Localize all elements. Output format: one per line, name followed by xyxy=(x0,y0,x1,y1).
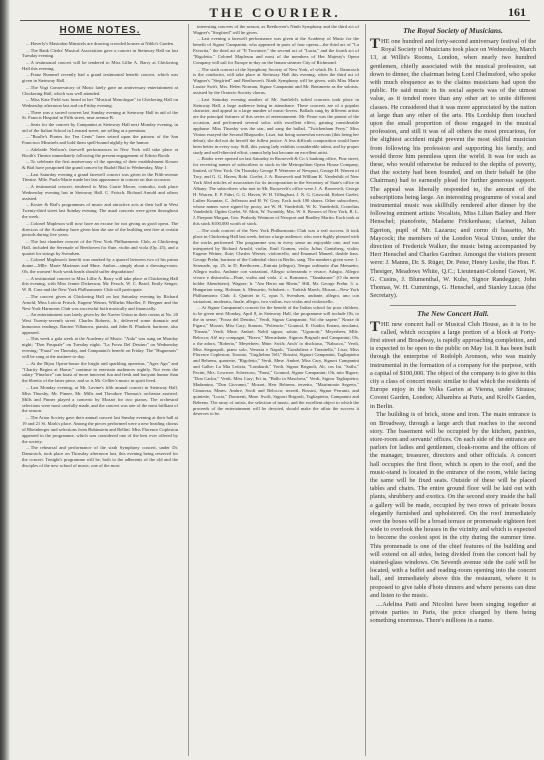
news-item: ....The rehearsal and performance of the sixth Symphony concert, under Dr. Damrosch, took place on Thursday afternoon last, this evening being reserved for the concert. Tonight's programme will be, both to the adherents of the old and the disciples of the new school of music, one of the most xyxy=(22,445,178,468)
news-item: ...."Boulle's Pirates for Ten Cents" have seized upon the patrons of the San Francisco Minstrels and hold them spell-bound nightly by the humor. xyxy=(22,134,178,146)
page-header xyxy=(20,4,530,21)
news-item: ....A testimonial concert will be tendered to Miss Lillie A. Barry at Chickering Hall this evening. xyxy=(22,59,178,71)
news-item: ....To celebrate the first anniversary of the opening of their establishment Kosser & Bial have postponed the grand concert by Rudolf Bial to Wednesday, May 1. xyxy=(22,159,178,171)
article-paragraph xyxy=(370,318,536,411)
news-item: ....There was a sacred concert last Sunday evening at Steinway Hall in aid of the St. Francis Hospital in Fifth street, near avenue B. xyxy=(22,109,178,121)
paragraph-text: HE new concert hall or Musical Club House, as it is to be called, which occupies a large portion of a block at Forty-first street and Broadway, is rapidly approaching completion, and is expected to be open to the public on May 1st. It has been built through the enterprise of Rodolph Aronson, who was mainly instrumental in the formation of a company for the purpose, with a capital of $100,000. The object of the company is to give to this city a class of concert music similar to that which the residents of Europe enjoy in the Volks Garten at Vienna, under Strauss; Covent Garden, London; Alhambra at Paris, and Kroll's Garden, in Berlin. xyxy=(370,320,536,410)
home-notes-heading: HOME NOTES. xyxy=(59,25,141,36)
column-middle xyxy=(188,24,359,756)
news-item: ....The concert given at Chickering Hall on last Saturday evening by Richard Arnold, Miss Leticia Fritsch, Eugene Weiner, Wilhelm Mueller, F. Bergner and the New York Harmonic Club was successful both musically and financially. xyxy=(22,293,178,311)
article-paragraph: ....Adelina Patti and Nicolini have been singing together at private parties in Paris, the price charged by them being something enormous. There's millions in a name. xyxy=(370,600,536,624)
column-home-notes xyxy=(22,24,178,756)
news-item: ....This week a gala week at the Academy of Music. "Aida" was sung on Monday night; "Don Pasquale" on Tuesday night; "La Forza Del Destino" on Wednesday evening; "Faust" on Thursday, and Campanini's benefit on Friday. The "Huguenots" will be sung at the matinee to-day. xyxy=(22,336,178,360)
paragraph-text: HE one hundred and forty-second anniversary festival of the Royal Society of Musicians took place on Wednesday, March 13, at Willis's Rooms, London, when nearly two hundred gentlemen, chiefly associated with the musical profession, sat down to dinner, the chairman being Lord Chelmsford, who spoke with much eloquence as to the claims musicians had upon the public. He said music in its social aspects was of the utmost value, as it tended more than any other art to unite different classes. He considered that it was more appreciated by the nation at large than any other of the arts. His Lordship then touched upon the small proportion of those engaged in the musical profession, and still it was of all others the most precarious, for the slightest accident might prevent the most skillful musician from following his profession and supporting his family, and would throw him penniless upon the world. It was for such as these, who would otherwise be reduced to the depths of poverty, that the society had been founded, and on their behalf he (the Chairman) had to earnestly plead for further generous support. The appeal was liberally responded to, the amount of the subscriptions being large. An interesting programme of vocal and instrumental music was skillfully rendered after dinner by the following eminent artists: Vocalists, Miss Lilian Bailey and Herr Henschel; pianoforte, Madame Frickenhaus; clarinet, Julian Egerton, pupil of Mr. Lazarus; and corno di bassetto, Mr. Maycock; the members of the London Vocal Union, under the direction of Frederick Walker, the music being accompanied by Herr Henschel and Charles Gardner. Amongst the visitors present were: J. Manns, Dr. S. Rüger, Dr. Peter, Henry Leslie, the Hon. F. Thesiger, Meadows White, Q.C.; Lieutenant-Colonel Gowet, W. G. Cusins, J. Blumenthal, W. Kuhe, Signor Randegger, John Thomas, W. H. Cummings, G. Henschel, and Stanley Lucas (the Secretary). xyxy=(370,38,536,300)
news-item: ....The last chamber concert of the New York Philharmonic Club, at Chickering Hall, included the Serenade of Beethoven for flute, violin and viola (Op. 25), and a quartet for strings by Svendsen. xyxy=(22,238,178,256)
news-item: ....Colonel Mapleson's benefit was marked by a quarrel between two of his prima donne—Mlle. Marie Marimon and Mme. Ambre—simply about a dressing-room. Oh, the women! Such weak heads should suffer degradation! xyxy=(22,257,178,275)
news-item: ....Koster & Bial's programmes of music and attractive acts at their hall in West Twenty-third street last Sunday evening. The usual concerts were given throughout the week. xyxy=(22,202,178,220)
page-gutter-shadow xyxy=(0,0,10,760)
news-item: interesting concerts of the season, as Beethoven's Ninth Symphony and the third act of Wagner's "Siegfried" will be given. xyxy=(193,24,359,35)
news-item: ....Seats for the concert by Campanini at Steinway Hall next Monday evening, in aid of the Italian School in Leonard street, are selling at a premium. xyxy=(22,121,178,133)
news-item: ....An entertainment was lately given by the Xavier Union in their rooms at No. 20 West Twenty-seventh street. Charles Roberts, Jr., delivered some dramatic and humorous readings, Ranieri Villanova, pianist, and John R. Plunkett, baritone, also appeared. xyxy=(22,312,178,335)
home-notes-list xyxy=(22,41,178,469)
royal-society-article xyxy=(370,38,536,301)
publication-title: THE COURIER. xyxy=(209,5,341,20)
section-divider xyxy=(390,305,516,306)
news-item: ....At Signor Campanini's concert for the benefit of the Italian school for poor children, to be given next Monday, April 8, in Steinway Hall, the programme will include Oh, to the in sense; "Forza del Destino," Verdi, Signor Campanini; Vol che sapete," Nozze di Figaro," Mozart, Miss Cary; Stanzas, "Polieucte," Gounod, E. Ouidio; Ernani, involami, "Ernani," Verdi, Mme. Ambré; Nobil signor, salute, "Ugonotti," Meyerbeer, Mlle. Belocca; Ah! my compagni, "Bravo," Mercadante, Signors Brignoli and Campanini; Oh, o the adora, "Roberto," Meyerbeer, Mme. Swift; Anch' io dischiuso, "Nabucco," Verdi, Miss Stegnapali; piano solo, Venezia e Napoli, "Gondoliera e Tarantella," Liszt, Miss Florence Copleston; Toronto, "Guglielmo Tell," Rossini, Signori Campanini, Tagliapietra and Behrens, quartette, "Rigoletto," Verdi, Mme. Ambré, Miss Cary, Signori Campanini and Galbe; La Mia Letizia, "Lombardi," Verdi, Signor Brignoli; Ah, cos Ini, "Saffo," Pacini, Mrs. Lowrore; Scherzoso, "Faust," Gounod, Signor Campanini; Oh, mio Rigore, "Don Carlos," Verdi, Miss Cary; Eri tu, "Ballo in Maschera," Verdi, Signor Tagliapietra; Madamina, "Don Giovanni," Mozart, Herr Behrens; terzetto, "Matrimonio Segreto," Cimarosa, Mmes. Ambre, Swift and Belocca; terzettl, Rossini, Signor Ferranti, and quintette, "Lucia," Donizetti, Mme. Swift, Signori Brignoli, Tagliapietra, Campanini and Behrens. The array of artists, the selection of music, and the excellent object to which the proceeds of the entertainment will be devoted, should make the affair the success it deserves to be. xyxy=(193,305,359,417)
news-item: ....Adelaide Neilson's farewell performances in New York will take place at Booth's Theatre immediately following the present engagement of Edwin Booth. xyxy=(22,146,178,158)
drop-cap: T xyxy=(370,318,381,335)
news-item: ....A testimonial concert, tendered to Miss Carrie Moore, contralto, took place Wednesday evening last in Steinway Hall. C. Fritsch, Richard Arnold and others assisted. xyxy=(22,183,178,201)
news-item: ....Last evening a farewell performance was given at the Academy of Music for the benefit of Signor Campanini, who appeared in parts of four operas—the third act of "La Favorita," the third act of "Il Trovatore," the second act of "Lucia," and the fourth act of "Rigoletto." Colonel Mapleson and most of the members of Her Majesty's Opera Company will sail for Europe to-day on the Inman steamer City of Richmond. xyxy=(193,36,359,66)
news-item: ....Last Saturday evening a grand farewell concert was given in the Fifth-avenue Theatre. Mlle. Paola-Marie made her last appearance in concert on that occasion. xyxy=(22,171,178,183)
concert-hall-heading: The New Concert Hall. xyxy=(417,308,489,318)
news-item: ....The sixth concert of the New York Philharmonic Club was a real success. It took place in Chickering Hall last week, before a large audience, who were highly pleased with the works performed. The programme was in every sense an enjoyable one, and was interpreted by Richard Arnold, violin; Emil Gramm, viola; Julius Gantzberg, violin; Eugene Weiner, flute; Charles Werner, violoncello, and Emanuel Manzel, double bass. George Prehn, baritone of the Cathedral choir in Berlin, sang. The numbers given were: 1. Serenade, op. 25, in D, Beethoven—Entrata (allegro), Tempo ordinario d'un Menuetto, Allegro molto, Andante con variazioni, Allegro scherzando e vivace, Adagio, Allegro vivace e disinvolto—Flute, violin and viola. 2. a. Romance, "Tannhauser" (O du mein holder Abendstern), Wagner; b. "Am Herrn am Rhein," Hill, Mr. George Prehn. 3. a. Hungarian song, Hofman; b. Menuetto, Schubert; c. Turkish March, Mozart—New York Philharmonic Club. 4. Quintet in C, opus 5, Svendsen, andante, allegro, uno con variazioni, moderato, finale, allegro, two violins, two violas and violoncello. xyxy=(193,227,359,304)
news-item: ....The Bank Clerks' Musical Association gave a concert in Steinway Hall on last Tuesday evening. xyxy=(22,47,178,59)
article-paragraph: The building is of brick, stone and iron. The main entrance is on Broadway, through a large arch that reaches to the second story. The basement will be occupied by the kitchen, pantries, store-room and servants' offices. On each side of the entrance are parlors for ladies and gentlemen, cloak-rooms and the offices of the manager, treasurer, directors and other officials. A concert hall occupies the first floor, which is open to the roof, and the music-stand is located in the entrance of the room, while facing the same will be fixed seats. Outside of these will be placed tables and chairs. The entire ground floor will be laid out with plants, shrubbery and exotics. On the second story inside the hall a gallery will be made, occupied by two rows of private boxes elegantly furnished and upholstered. On the roof immediately over the boxes will be a broad terrace or promenade eighteen feet wide to overlook the houses in the vicinity and which is expected to become the coolest spot in the city during the summer time. This promenade is one of the chief features of the building and will extend on all sides, being divided from the concert hall by stained-glass windows. On Seventh avenue side the café will be located, with a buffet and reading-room opening into the concert hall, and immediately above this the restaurant, where it is proposed to give table d'hote dinners and where persons can dine and listen to the music. xyxy=(370,411,536,599)
news-item: ....Colonel Mapleson will now have an excuse for not giving us good opera. The directors of the Academy have given him the use of the building rent free at certain periods during five years. xyxy=(22,220,178,238)
concert-hall-article xyxy=(370,318,536,626)
column-right xyxy=(365,24,536,756)
news-item: ....The Arion Society gave their annual concert last Sunday evening at their hall at 19 and 21 St. Mark's place. Among the pieces performed were a new heading chorus of Rheinberger and selections from Rubinstein and Bellini. Miss Florence Copleston appeared in the programme, which was considered one of the best ever offered by the society. xyxy=(22,414,178,444)
article-paragraph xyxy=(370,38,536,301)
news-item: ....The Vogt Conservatory of Music lately gave an anniversary entertainment at Chickering Hall, which was well attended. xyxy=(22,84,178,96)
page-number: 161 xyxy=(508,5,526,19)
news-item: ....Books were opened on last Saturday in Roosevelt & Co.'s banking office, Pine street, for receiving names of subscribers to stock in the Metropolitan Opera House Company, limited, of New York. On Thursday George P. Wetmore of Newport, George H. Warren of Troy, and G. G. Haven, Robt. Goelet, J. A. Roosevelt and William K. Vanderbilt of New York filed articles of association for its incorporation in the Secretary of State's office in Albany. The subscribers who met in Mr. Roosevelt's office were J. A. Roosevelt, George H. Warren, E. P. Fabri, G. G. Haven, W. H. Tillinghast, J. N. G. Griswold, Robert Goelet, Luther Kountze, C. Jefferson and H. W. Gray. Each took 100 shares. Other subscribers, whose names were signed by proxy, are W. H. Vanderbilt, W. K. Vanderbilt, Cornelius Vanderbilt, Ogden Goelet, W. Mott, W. Twombly, Mrs. W. S. Bowers of New York, R. L. J. Pierpont Morgan, Geo. Peabody Wetmore of Newport and Bradley Martin. Each took at this stock $100,000 worth of stock. xyxy=(193,156,359,227)
news-item: ....A testimonial concert to Miss Lillie A. Barry will take place at Chickering Hall this evening, with Miss Jennie Dickerson, Mr. Fessch, W. C. Baird, Emily Senger, W. R. Case and the New York Philharmonic Club will participate. xyxy=(22,275,178,293)
middle-notes-list xyxy=(193,24,359,417)
news-item: ....Haverly's Mastodon Minstrels are drawing crowded houses at Niblo's Garden. xyxy=(26,41,175,46)
news-item: ....Last Saturday evening another of Mr. Sanfield's tufted concerts took place in Steinway Hall, a large audience being in attendance. These concerts are of a popular character, and appeal to a large number of music-lovers. Ballads sung by different artists are the principal features of this series of entertainment. Mr. Pease was the pianist of the occasion, and performed several solos with excellent effect, gaining considerable applause. Miss Thursby was the star, and sang the ballad, "Twickenham Ferry." Miss Vinton essayed the Second Rhapsodie, Liszt, but being somewhat nervous (this being her debut), she did not do herself the fullest justice. A less difficult composition would have been better in every way. Still, this young lady exhibits considerable talent, and by proper study and well-directed effort, cannot help but become an excellent artist. xyxy=(193,96,359,155)
news-item: ....Last Monday evening, at Mr. Lavine's fifth annual concert in Steinway Hall, Miss Thursby, Mr. Pinner, Mr. Mills and Theodore Thomas's orchestra assisted. Mills and Pinner played a concerto by Mozart for two pianos. The orchestral selections were most carefully made, and the concert was one of the most brilliant of the season. xyxy=(22,384,178,414)
news-item: ....Miss Kate Field was heard in her "Musical Monologue" in Chickering Hall on Wednesday afternoon last and on Friday evening. xyxy=(22,97,178,109)
news-item: ....Franz Rummel recently had a grand testimonial benefit concert, which was given in Steinway Hall. xyxy=(22,72,178,84)
drop-cap: T xyxy=(370,36,381,52)
royal-society-heading: The Royal Society of Musicians. xyxy=(403,26,503,35)
news-item: ....At the Bijou Opera-house the bright and sparkling operettas, "Ages Ago" and "Charity Begins at Home," continue to entertain audiences nightly. Not even the salary "Pinafore" can boast of more innocent fun and fresh and buoyant humor than the libretto of the latter piece, and so is Mr. Cellier's music in spirit lived. xyxy=(22,360,178,384)
news-item: ....The sixth concert of the Symphony Society of New York, of which Dr. L. Damrosch is the conductor, will take place at Steinway Hall this evening, when the third act of Wagner's "Siegfried" and Beethoven's Ninth Symphony will be given, with Miss Marie Louise Swift, Mrs. Helen Norman, Signor Campanini and Mr. Remmertz as the soloists, assisted by the Oratorio Society chorus. xyxy=(193,66,359,96)
